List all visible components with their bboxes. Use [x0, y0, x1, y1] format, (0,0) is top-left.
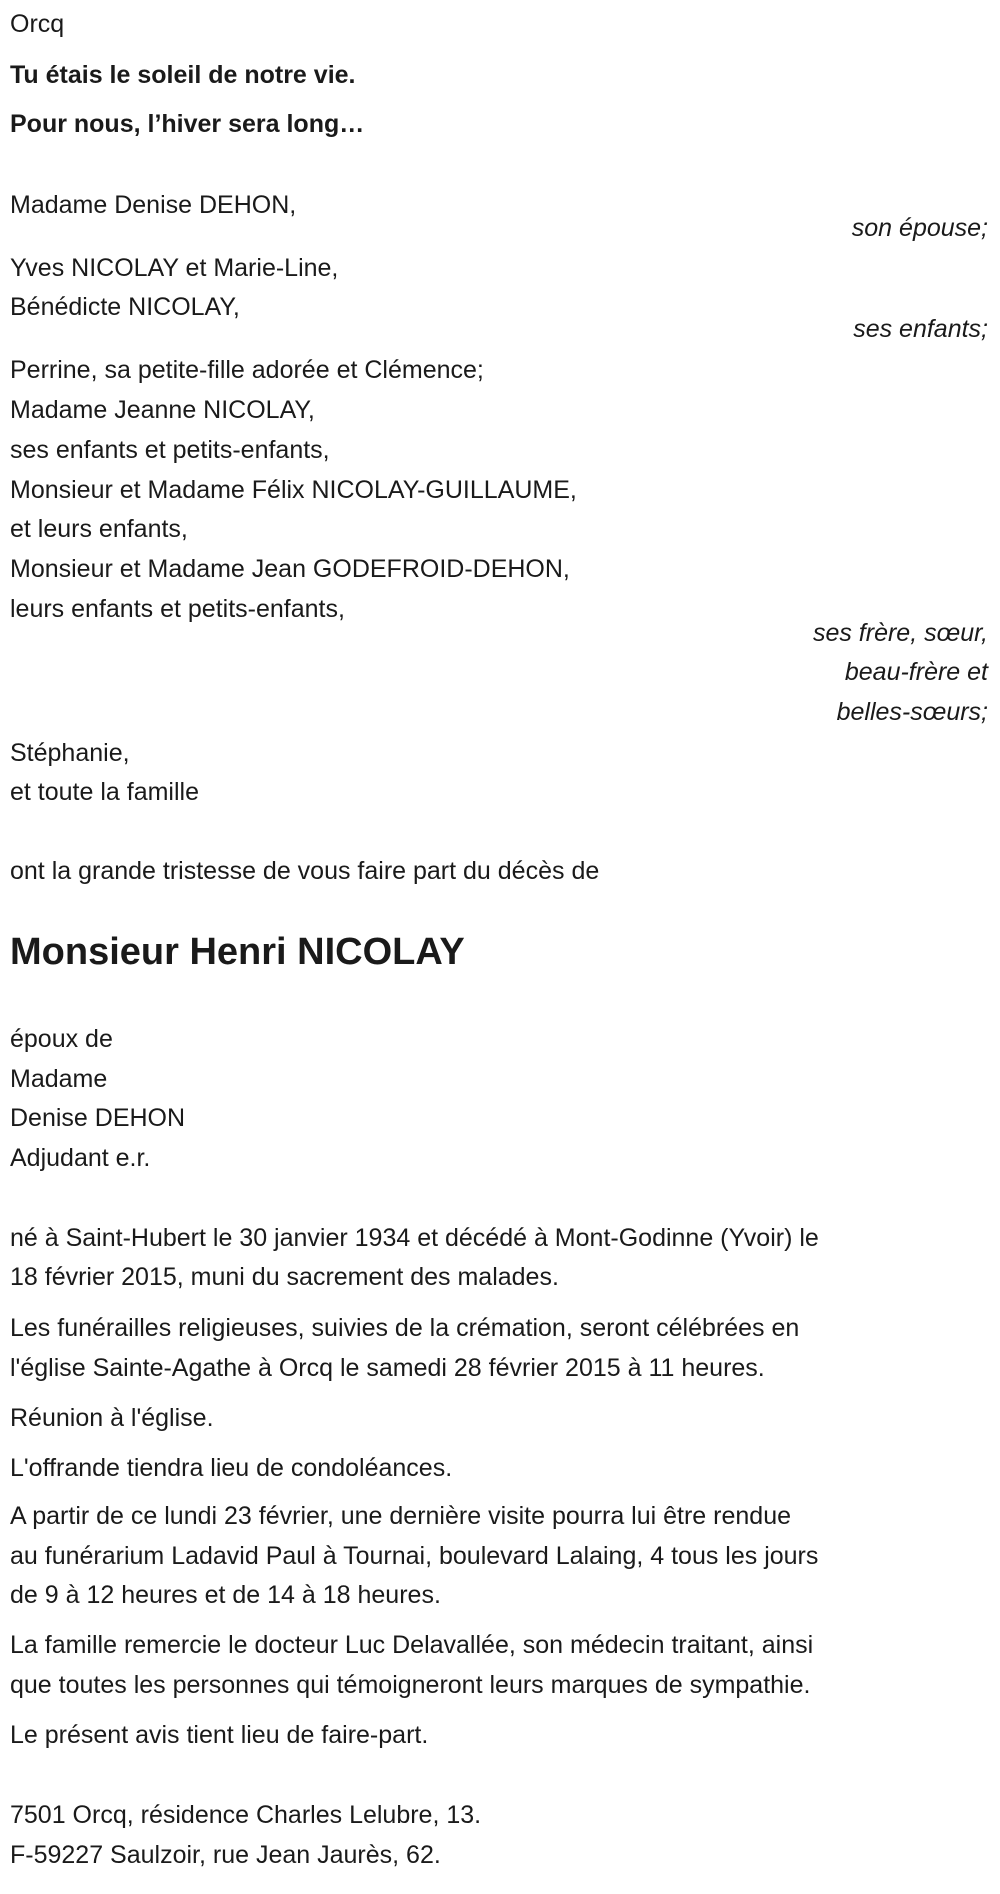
- relative: et leurs enfants,: [10, 515, 188, 543]
- relative: leurs enfants et petits-enfants,: [10, 595, 345, 623]
- paragraph-line: au funérarium Ladavid Paul à Tournai, boulevard Lalaing, 4 tous les jours: [10, 1542, 819, 1570]
- spouse-info: Madame: [10, 1065, 108, 1093]
- siblings-role: belles-sœurs;: [836, 698, 988, 726]
- wife-role: son épouse;: [851, 214, 988, 242]
- spouse-info: Denise DEHON: [10, 1104, 186, 1132]
- paragraph-line: Réunion à l'église.: [10, 1404, 214, 1432]
- spouse-info: Adjudant e.r.: [10, 1144, 151, 1172]
- address: 7501 Orcq, résidence Charles Lelubre, 13.: [10, 1801, 482, 1829]
- epigraph-line: Tu étais le soleil de notre vie.: [10, 61, 356, 89]
- relative: Madame Jeanne NICOLAY,: [10, 396, 315, 424]
- children-role: ses enfants;: [853, 315, 988, 343]
- relative: ses enfants et petits-enfants,: [10, 436, 330, 464]
- child: Bénédicte NICOLAY,: [10, 293, 240, 321]
- relative: Perrine, sa petite-fille adorée et Clémence;: [10, 356, 484, 384]
- siblings-role: beau-frère et: [844, 658, 988, 686]
- relative-other: Stéphanie,: [10, 739, 130, 767]
- spouse-info: époux de: [10, 1025, 113, 1053]
- address: F-59227 Saulzoir, rue Jean Jaurès, 62.: [10, 1841, 441, 1869]
- paragraph-line: l'église Sainte-Agathe à Orcq le samedi 28 février 2015 à 11 heures.: [10, 1354, 765, 1382]
- paragraph-line: de 9 à 12 heures et de 14 à 18 heures.: [10, 1581, 441, 1609]
- wife: Madame Denise DEHON,: [10, 191, 297, 219]
- paragraph-line: A partir de ce lundi 23 février, une dernière visite pourra lui être rendue: [10, 1502, 792, 1530]
- siblings-role: ses frère, sœur,: [812, 619, 988, 647]
- paragraph-line: né à Saint-Hubert le 30 janvier 1934 et décédé à Mont-Godinne (Yvoir) le: [10, 1224, 819, 1252]
- relative: Monsieur et Madame Jean GODEFROID-DEHON,: [10, 555, 570, 583]
- paragraph-line: L'offrande tiendra lieu de condoléances.: [10, 1454, 453, 1482]
- paragraph-line: La famille remercie le docteur Luc Delavallée, son médecin traitant, ainsi: [10, 1631, 814, 1659]
- epigraph-line: Pour nous, l’hiver sera long…: [10, 110, 365, 138]
- paragraph-line: 18 février 2015, muni du sacrement des malades.: [10, 1263, 559, 1291]
- relative: Monsieur et Madame Félix NICOLAY-GUILLAUME,: [10, 476, 577, 504]
- paragraph-line: Les funérailles religieuses, suivies de la crémation, seront célébrées en: [10, 1314, 800, 1342]
- paragraph-line: que toutes les personnes qui témoigneront leurs marques de sympathie.: [10, 1671, 811, 1699]
- relative-other: et toute la famille: [10, 778, 199, 806]
- paragraph-line: Le présent avis tient lieu de faire-part.: [10, 1721, 429, 1749]
- deceased-name: Monsieur Henri NICOLAY: [10, 931, 465, 973]
- announcement: ont la grande tristesse de vous faire part du décès de: [10, 857, 600, 885]
- place: Orcq: [10, 10, 65, 38]
- child: Yves NICOLAY et Marie-Line,: [10, 254, 339, 282]
